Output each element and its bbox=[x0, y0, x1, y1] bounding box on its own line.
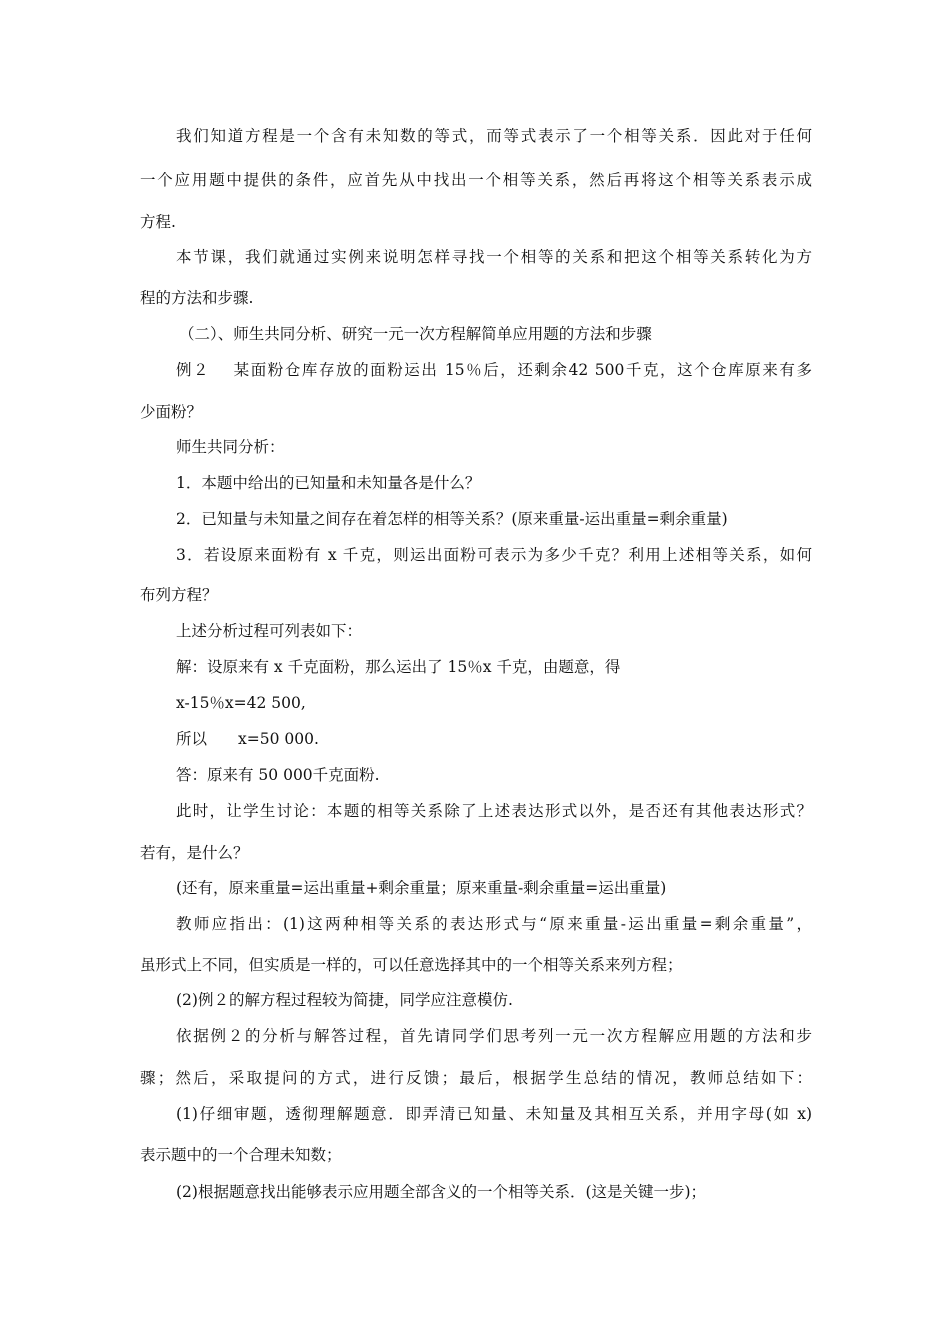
result-line: 所以 x=50 000. bbox=[176, 730, 319, 748]
discussion-line: 若有，是什么？ bbox=[140, 844, 249, 862]
answer-line: 答：原来有 50 000千克面粉. bbox=[176, 766, 380, 784]
paragraph-line: 我们知道方程是一个含有未知数的等式，而等式表示了一个相等关系．因此对于任何 bbox=[176, 127, 812, 145]
step-1: (1)仔细审题，透彻理解题意．即弄清已知量、未知量及其相互关系，并用字母(如 x) bbox=[176, 1105, 812, 1123]
basis-line: 依据例２的分析与解答过程，首先请同学们思考列一元一次方程解应用题的方法和步 bbox=[176, 1027, 812, 1045]
example-line: 例２ 某面粉仓库存放的面粉运出 15％后，还剩余42 500千克，这个仓库原来有多 bbox=[176, 361, 812, 379]
step-2: (2)根据题意找出能够表示应用题全部含义的一个相等关系．(这是关键一步)； bbox=[176, 1183, 707, 1201]
basis-line: 骤；然后，采取提问的方式，进行反馈；最后，根据学生总结的情况，教师总结如下： bbox=[140, 1069, 812, 1087]
section-heading: （二）、师生共同分析、研究一元一次方程解简单应用题的方法和步骤 bbox=[179, 325, 652, 343]
question-3-continued: 布列方程？ bbox=[140, 586, 218, 604]
question-3: 3．若设原来面粉有 x 千克，则运出面粉可表示为多少千克？利用上述相等关系，如何 bbox=[176, 546, 812, 564]
teacher-note: 虽形式上不同，但实质是一样的，可以任意选择其中的一个相等关系来列方程； bbox=[140, 956, 683, 974]
example-line: 少面粉？ bbox=[140, 403, 203, 421]
teacher-note: 教师应指出：(1)这两种相等关系的表达形式与“原来重量-运出重量=剩余重量”， bbox=[176, 915, 812, 933]
discussion-line: 此时，让学生讨论：本题的相等关系除了上述表达形式以外，是否还有其他表达形式？ bbox=[176, 802, 812, 820]
step-1-continued: 表示题中的一个合理未知数； bbox=[140, 1146, 342, 1164]
also-line: (还有，原来重量=运出重量+剩余重量；原来重量-剩余重量=运出重量) bbox=[176, 879, 667, 897]
analysis-title: 师生共同分析： bbox=[176, 438, 285, 456]
equation-line: x-15％x=42 500, bbox=[176, 694, 306, 712]
paragraph-line: 本节课，我们就通过实例来说明怎样寻找一个相等的关系和把这个相等关系转化为方 bbox=[176, 248, 812, 266]
question-1: 1．本题中给出的已知量和未知量各是什么？ bbox=[176, 474, 481, 492]
paragraph-line: 方程. bbox=[140, 213, 176, 231]
question-2: 2．已知量与未知量之间存在着怎样的相等关系？(原来重量-运出重量=剩余重量) bbox=[176, 510, 728, 528]
table-intro: 上述分析过程可列表如下： bbox=[176, 622, 363, 640]
paragraph-line: 一个应用题中提供的条件，应首先从中找出一个相等关系，然后再将这个相等关系表示成 bbox=[140, 171, 812, 189]
solution-line: 解：设原来有 x 千克面粉，那么运出了 15％x 千克，由题意，得 bbox=[176, 658, 621, 676]
paragraph-line: 程的方法和步骤. bbox=[140, 289, 254, 307]
teacher-note-2: (2)例２的解方程过程较为简捷，同学应注意模仿. bbox=[176, 991, 513, 1009]
